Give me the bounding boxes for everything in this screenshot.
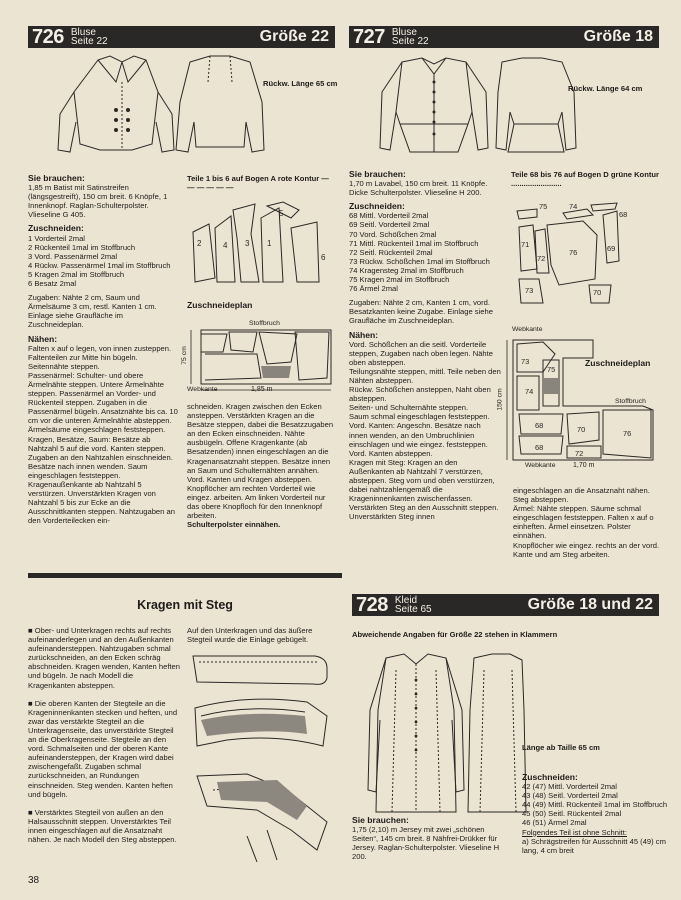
pattern-pieces-726 <box>187 198 337 293</box>
brauchen-text: 1,70 m Lavabel, 150 cm breit. 11 Knöpfe. Dicke Schulterpolster. Vlieseline H 200. <box>349 179 488 198</box>
naehen-text: Kragen mit Steg: Kragen an den Außenkanten ab Nahtzahl 7 verstürzen, absteppen. Steg vorn und oben verstürzen, dabei nahtzahlengemäß die Krageninnenkanten zwischenfassen. Verstärkten Steg an den Ausschnitt steppen. Unverstärkten Steg innen <box>349 457 499 522</box>
schraeg-text: a) Schrägstreifen für Ausschnitt 45 (49) cm lang, 4 cm breit <box>522 836 666 855</box>
brauchen-heading: Sie brauchen: <box>28 173 85 183</box>
svg-text:75: 75 <box>547 365 556 374</box>
cut-item: 6 Besatz 2mal <box>28 279 77 289</box>
plan-height: 150 cm <box>496 388 504 411</box>
pattern-title <box>392 28 429 46</box>
page-ref: Seite 22 <box>70 36 108 47</box>
zuschneiden-heading: Zuschneiden: <box>522 772 578 782</box>
pattern-title <box>71 28 108 46</box>
stoffbruch-label: Stoffbruch <box>249 320 280 327</box>
svg-text:70: 70 <box>577 425 586 434</box>
brauchen-text: 1,85 m Batist mit Satinstreifen (längsgestreift), 150 cm breit. 6 Knöpfe, 1 Innenknopf. Raglan-Schulterpolster. Vlieseline G 405. <box>28 183 168 220</box>
svg-text:68: 68 <box>535 421 544 430</box>
naehen-heading: Nähen: <box>28 333 58 344</box>
dress-728-illustration <box>360 650 530 815</box>
cut-item: 4 Rückw. Passenärmel 1mal im Stoffbruch <box>28 260 171 270</box>
zugaben-text: Zugaben: Nähte 2 cm, Saum und Ärmelsäume 3 cm, restl. Kanten 1 cm. Einlage siehe Graufläche im Zuschneideplan. <box>28 293 157 330</box>
size-label: Größe 18 und 22 <box>527 596 653 613</box>
plan-width: 1,70 m <box>573 462 595 469</box>
cut-item: 73 Rückw. Schößchen 1mal im Stoffbruch <box>349 256 490 266</box>
svg-text:69: 69 <box>607 244 616 253</box>
cutting-plan-727 <box>496 336 663 476</box>
cut-item: 69 Seitl. Vorderteil 2mal <box>349 220 430 230</box>
folgendes-text: Folgendes Teil ist ohne Schnitt: <box>522 827 627 837</box>
naehen-text: Knopflöcher am rechten Vorderteil wie eingez. arbeiten. Am linken Vorderteil nur das obere Knopfloch für den Innenknopf arbeiten. <box>187 483 326 521</box>
svg-text:75: 75 <box>539 202 548 211</box>
svg-text:71: 71 <box>521 240 530 249</box>
header-726 <box>28 26 335 48</box>
svg-text:73: 73 <box>521 357 530 366</box>
zuschneideplan-label: Zuschneideplan <box>187 300 253 310</box>
naehen-text: Vord. Kanten: Angeschn. Besätze nach innen wenden, an den Umbruchlinien einschlagen und wie eingez. feststeppen. Vord. Kanten absteppen. <box>349 421 488 458</box>
cut-item: 46 (51) Ärmel 2mal <box>522 818 587 828</box>
naehen-text: eingeschlagen an die Ansatznaht nähen. Steg absteppen. <box>513 486 650 505</box>
kragen-title: Kragen mit Steg <box>137 598 233 612</box>
naehen-text: Teilungsnähte steppen, mittl. Teile neben den Nähten absteppen. <box>349 366 501 385</box>
size-label: Größe 22 <box>259 28 329 45</box>
svg-text:70: 70 <box>593 288 602 297</box>
kragen-step: ■ Verstärktes Stegteil von außen an den Halsausschnitt steppen. Unverstärktes Teil innen eingeschlagen auf die Ansatznaht nähen. Je nach Modell den Steg absteppen. <box>28 807 177 844</box>
p726-right-text <box>187 402 337 529</box>
svg-text:76: 76 <box>623 429 632 438</box>
svg-text:72: 72 <box>575 449 584 458</box>
svg-text:73: 73 <box>525 286 534 295</box>
header-728 <box>352 594 659 616</box>
collar-illustrations <box>187 650 342 865</box>
cut-item: 2 Rückenteil 1mal im Stoffbruch <box>28 242 136 252</box>
plan-height: 75 cm <box>180 346 188 365</box>
svg-text:72: 72 <box>537 254 546 263</box>
p728-right-text <box>522 773 672 855</box>
item-name: Bluse <box>70 27 96 38</box>
svg-text:76: 76 <box>569 248 578 257</box>
zuschneideplan-label: Zuschneideplan <box>585 358 651 368</box>
cut-item: 44 (49) Mittl. Rückenteil 1mal im Stoffbruch <box>522 800 668 810</box>
kragen-right-note: Auf den Unterkragen und das äußere Stegteil wurde die Einlage gebügelt. <box>187 626 313 645</box>
cut-item: 5 Kragen 2mal im Stoffbruch <box>28 269 125 279</box>
cut-item: 76 Ärmel 2mal <box>349 284 398 294</box>
pattern-pieces-ref: Teile 68 bis 76 auf Bogen D grüne Kontur ........................ <box>511 170 659 188</box>
naehen-text: Schulterpolster einnähen. <box>187 520 281 530</box>
p726-left-text <box>28 174 180 525</box>
back-length: Rückw. Länge 64 cm <box>568 84 643 93</box>
stoffbruch-label: Stoffbruch <box>615 398 646 405</box>
item-name: Bluse <box>391 27 417 38</box>
svg-text:74: 74 <box>525 387 534 396</box>
svg-text:1: 1 <box>267 239 272 248</box>
webkante-label: Webkante <box>512 326 543 333</box>
cut-item: 42 (47) Mittl. Vorderteil 2mal <box>522 782 617 792</box>
pattern-number: 726 <box>32 25 64 48</box>
brauchen-heading: Sie brauchen: <box>352 815 409 825</box>
section-divider <box>28 573 342 578</box>
zuschneiden-heading: Zuschneiden: <box>28 223 84 234</box>
naehen-text: Passenärmel: Schulter- und obere Ärmelnähte steppen. Untere Ärmelnähte steppen. Passenärmel an Vorder- und Rückenteil steppen. Zugaben in die Passenärmel bügeln. Ansatznähte bis ca. 10 cm vor die unteren Ärmelnähte absteppen. Ärmelsäume eingeschlagen feststeppen. <box>28 370 178 435</box>
brauchen-text: 1,75 (2,10) m Jersey mit zwei „schönen Seiten“, 145 cm breit. 8 Nähfrei-Drükker für Jersey. Raglan-Schulterpolster. Vlieseline H 200. <box>352 825 500 862</box>
webkante-label: Webkante <box>525 462 556 469</box>
cut-item: 1 Vorderteil 2mal <box>28 233 85 243</box>
naehen-text: Vord. Schößchen an die seitl. Vorderteile steppen, Zugaben nach oben legen. Nähte oben absteppen. <box>349 339 493 367</box>
zuschneiden-heading: Zuschneiden: <box>349 201 405 212</box>
kragen-step: ■ Ober- und Unterkragen rechts auf rechts aufeinanderlegen und an den Außenkanten aufeinandersteppen. Nahtzugaben schmal zurückschneiden, an den Ecken schräg abschneiden. Kragen wenden, Kanten heften und bügeln. Je nach Modell die Kragenkanten absteppen. <box>28 626 180 690</box>
cutting-plan-726 <box>180 318 337 396</box>
svg-text:3: 3 <box>245 239 250 248</box>
naehen-text: Saum schmal eingeschlagen feststeppen. <box>349 412 490 422</box>
naehen-text: Knopflöcher wie eingez. rechts an der vord. Kante und am Steg arbeiten. <box>513 540 660 559</box>
naehen-text: Kragen, Besätze, Saum: Besätze ab Nahtzahl 5 auf die vord. Kanten steppen. Zugaben an den Nahtzahlen einschneiden. Besätze nach innen wenden. Saum eingeschlagen feststeppen. Kragenaußenkante ab Nahtzahl 5 verstürzen. Unverstärkten Kragen von Nahtzahl 5 bis zur Ecke an die Ausschnittkanten steppen. Nahtzugaben an den Vorderteilecken ein- <box>28 434 175 526</box>
naehen-text: Rückw. Schößchen ansteppen, Naht oben absteppen. <box>349 385 491 404</box>
cut-item: 3 Vord. Passenärmel 2mal <box>28 251 118 261</box>
naehen-text: Ärmel: Nähte steppen. Säume schmal eingeschlagen feststeppen. Falten x auf o einheften. Ärmel einsetzen. Polster einnähen. <box>513 504 654 541</box>
page-ref: Seite 65 <box>394 604 432 615</box>
cut-item: 75 Kragen 2mal im Stoffbruch <box>349 275 450 285</box>
svg-text:5: 5 <box>279 209 284 218</box>
cut-item: 70 Vord. Schößchen 2mal <box>349 229 437 239</box>
kragen-step: ■ Die oberen Kanten der Stegteile an die Krageninnenkanten stecken und heften, und zwar das verstärkte Stegteil an die Unterkragenseite, das unverstärkte Stegteil an die Oberkragenseite. Stegteile an den vord. Schmalseiten und der oberen Kante aufeinandersteppen, der Kragen wird dabei zwischengefaßt. Zugaben schmal zurückschneiden, an Rundungen einschneiden. Steg wenden. Kanten heften und bügeln. <box>28 698 178 799</box>
pattern-pieces-ref: Teile 1 bis 6 auf Bogen A rote Kontur — — — — — — <box>187 174 329 192</box>
svg-text:68: 68 <box>619 210 628 219</box>
page-ref: Seite 22 <box>391 36 429 47</box>
header-727 <box>349 26 659 48</box>
back-length: Rückw. Länge 65 cm <box>263 79 338 88</box>
naehen-text: Seiten- und Schulternähte steppen. <box>349 403 469 413</box>
size-label: Größe 18 <box>583 28 653 45</box>
cut-item: 74 Kragensteg 2mal im Stoffbruch <box>349 265 464 275</box>
svg-text:74: 74 <box>569 202 578 211</box>
svg-text:4: 4 <box>223 241 228 250</box>
abweichend-note: Abweichende Angaben für Größe 22 stehen in Klammern <box>352 630 558 639</box>
naehen-text: Falten x auf o legen, von innen zusteppen. Faltenteilen zur Mitte hin bügeln. <box>28 343 172 362</box>
p728-left-text <box>352 816 504 861</box>
p727-right-text <box>513 486 663 559</box>
cut-item: 71 Mittl. Rückenteil 1mal im Stoffbruch <box>349 238 479 248</box>
naehen-text: schneiden. Kragen zwischen den Ecken ansteppen. Verstärkten Kragen an die Besätze steppen, dabei die Besatzzugaben an den Ecken einschneiden. Nähte ausbügeln. Offene Kragenkante (ab Besatzenden) innen eingeschlagen an die Kragenansatznaht steppen. Besätze innen an Saum und Schulternähten annähen. Vord. Kanten und Kragen absteppen. <box>187 402 334 484</box>
blouse-727-illustration <box>362 52 582 162</box>
pattern-pieces-727 <box>511 195 661 310</box>
pattern-number: 727 <box>353 25 385 48</box>
cut-item: 45 (50) Seitl. Rückenteil 2mal <box>522 809 622 819</box>
svg-text:6: 6 <box>321 253 326 262</box>
svg-text:2: 2 <box>197 239 202 248</box>
p727-left-text <box>349 170 501 521</box>
pattern-title <box>395 596 432 614</box>
blouse-726-illustration <box>40 52 270 162</box>
naehen-text: Seitennähte steppen. <box>28 361 100 371</box>
cut-item: 68 Mittl. Vorderteil 2mal <box>349 211 429 221</box>
cut-item: 72 Seitl. Rückenteil 2mal <box>349 247 433 257</box>
length-label: Länge ab Taille 65 cm <box>522 743 600 752</box>
pattern-number: 728 <box>356 593 388 616</box>
page-number: 38 <box>28 875 40 886</box>
brauchen-heading: Sie brauchen: <box>349 169 406 179</box>
zugaben-text: Zugaben: Nähte 2 cm, Kanten 1 cm, vord. Besatzkanten keine Zugabe. Einlage siehe Graufläche im Zuschneideplan. <box>349 298 493 326</box>
webkante-label: Webkante <box>187 386 218 393</box>
kragen-left-text <box>28 626 180 844</box>
plan-width: 1,85 m <box>251 386 273 393</box>
svg-text:68: 68 <box>535 443 544 452</box>
naehen-heading: Nähen: <box>349 329 379 340</box>
cut-item: 43 (48) Seitl. Vorderteil 2mal <box>522 791 618 801</box>
item-name: Kleid <box>394 595 418 606</box>
